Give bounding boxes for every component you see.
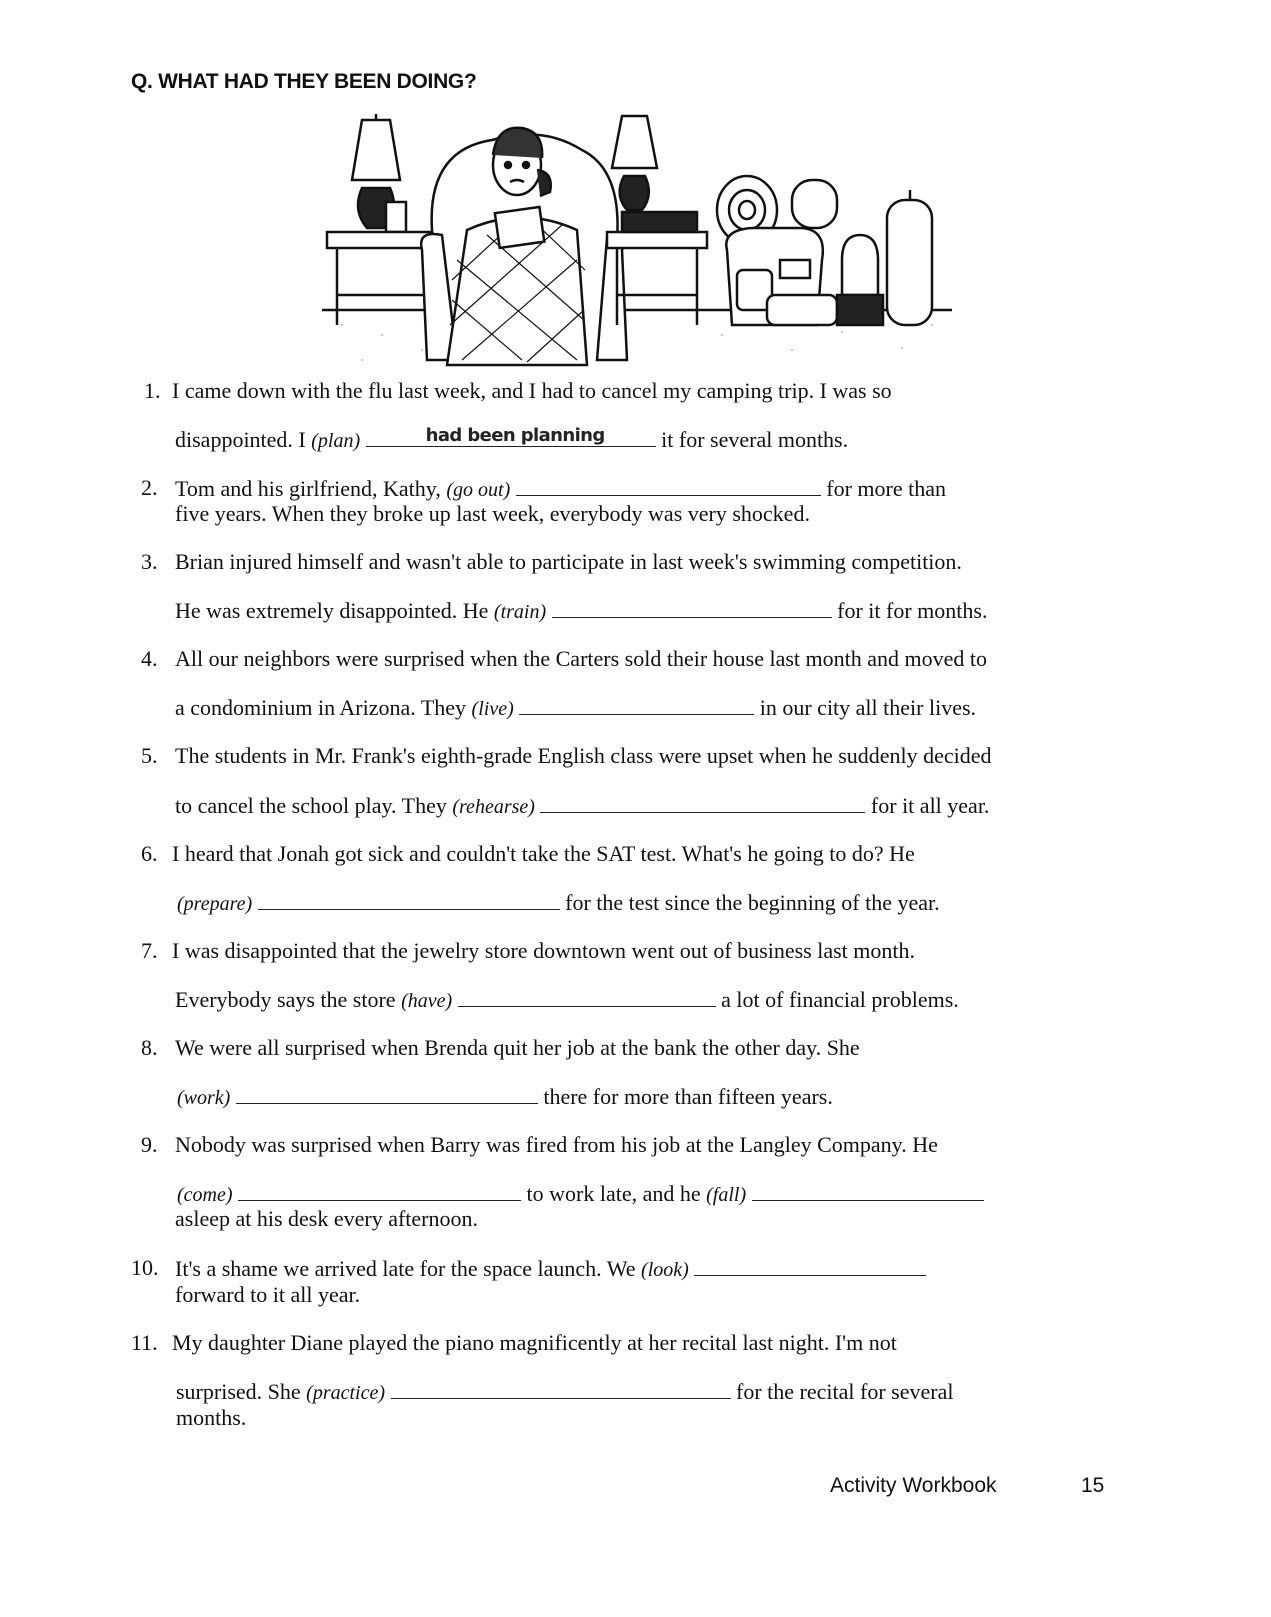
handwritten-answer: had been planning — [425, 425, 605, 446]
exercise-line: It's a shame we arrived late for the space launch. We (look) — [175, 1255, 926, 1282]
exercise-number: 5. — [141, 743, 158, 768]
exercise-text: five years. When they broke up last week, everybody was very shocked. — [175, 501, 810, 526]
exercise-text: I came down with the flu last week, and I had to cancel my camping trip. I was so — [172, 378, 892, 403]
exercise-number: 10. — [131, 1255, 159, 1280]
verb-hint: (go out) — [446, 479, 511, 501]
answer-blank[interactable] — [238, 1180, 521, 1201]
answer-blank[interactable] — [540, 792, 865, 813]
exercise-number: 7. — [141, 938, 158, 963]
exercise-line: Tom and his girlfriend, Kathy, (go out) for more than — [175, 476, 946, 501]
illustration-sick-man-camping-gear — [322, 110, 952, 372]
exercise-text: My daughter Diane played the piano magnificently at her recital last night. I'm not — [172, 1330, 897, 1355]
exercise-line: He was extremely disappointed. He (train) for it for months. — [175, 598, 988, 623]
verb-hint: (practice) — [306, 1382, 386, 1404]
exercise-number: 6. — [141, 841, 158, 866]
verb-hint: (rehearse) — [452, 796, 535, 818]
answer-blank[interactable] — [752, 1180, 984, 1201]
exercise-line: surprised. She (practice) for the recital for several — [176, 1379, 954, 1404]
exercise-text: months. — [176, 1405, 247, 1430]
verb-hint: (plan) — [311, 430, 361, 452]
exercise-number: 2. — [141, 475, 158, 500]
verb-hint: (have) — [401, 990, 453, 1012]
verb-hint: (live) — [471, 698, 514, 720]
answer-blank[interactable] — [516, 475, 821, 496]
exercise-line: disappointed. I (plan) had been planning it for several months. — [175, 425, 849, 452]
exercise-number: 8. — [141, 1035, 158, 1060]
answer-blank[interactable] — [236, 1083, 538, 1104]
verb-hint: (look) — [641, 1259, 689, 1281]
answer-blank[interactable] — [694, 1255, 926, 1276]
verb-hint: (train) — [493, 601, 547, 623]
exercise-line: a condominium in Arizona. They (live) in our city all their lives. — [175, 695, 977, 720]
verb-hint: (fall) — [706, 1184, 747, 1206]
page-number: 15 — [1081, 1474, 1105, 1497]
exercise-text: Brian injured himself and wasn't able to participate in last week's swimming competition. — [175, 549, 962, 574]
answer-blank[interactable] — [366, 426, 656, 447]
footer-book-title: Activity Workbook — [830, 1474, 997, 1497]
exercise-line: (work) there for more than fifteen years. — [177, 1084, 833, 1109]
verb-hint: (prepare) — [177, 893, 253, 915]
exercise-number: 1. — [144, 378, 161, 403]
exercise-line: to cancel the school play. They (rehearse) for it all year. — [175, 793, 990, 818]
section-title: Q. WHAT HAD THEY BEEN DOING? — [131, 70, 477, 93]
exercise-text: forward to it all year. — [175, 1282, 361, 1307]
answer-blank[interactable] — [519, 694, 754, 715]
exercise-text: asleep at his desk every afternoon. — [175, 1206, 478, 1231]
exercise-text: We were all surprised when Brenda quit her job at the bank the other day. She — [175, 1035, 860, 1060]
exercise-text: Nobody was surprised when Barry was fired from his job at the Langley Company. He — [175, 1132, 938, 1157]
verb-hint: (come) — [177, 1184, 233, 1206]
exercise-line: Everybody says the store (have) a lot of financial problems. — [175, 987, 959, 1012]
exercise-text: All our neighbors were surprised when the Carters sold their house last month and moved to — [175, 646, 988, 671]
exercise-number: 11. — [131, 1330, 158, 1355]
verb-hint: (work) — [177, 1087, 231, 1109]
exercise-number: 9. — [141, 1132, 158, 1157]
answer-blank[interactable] — [391, 1378, 731, 1399]
answer-blank[interactable] — [552, 597, 832, 618]
exercise-text: The students in Mr. Frank's eighth-grade English class were upset when he suddenly decided — [175, 743, 992, 768]
exercise-number: 3. — [141, 549, 158, 574]
answer-blank[interactable] — [458, 986, 716, 1007]
exercise-number: 4. — [141, 646, 158, 671]
exercise-text: I heard that Jonah got sick and couldn't take the SAT test. What's he going to do? He — [172, 841, 915, 866]
exercise-line: (prepare) for the test since the beginning of the year. — [177, 890, 940, 915]
exercise-line: (come) to work late, and he (fall) — [177, 1180, 984, 1207]
exercise-text: I was disappointed that the jewelry store downtown went out of business last month. — [172, 938, 915, 963]
answer-blank[interactable] — [258, 889, 560, 910]
